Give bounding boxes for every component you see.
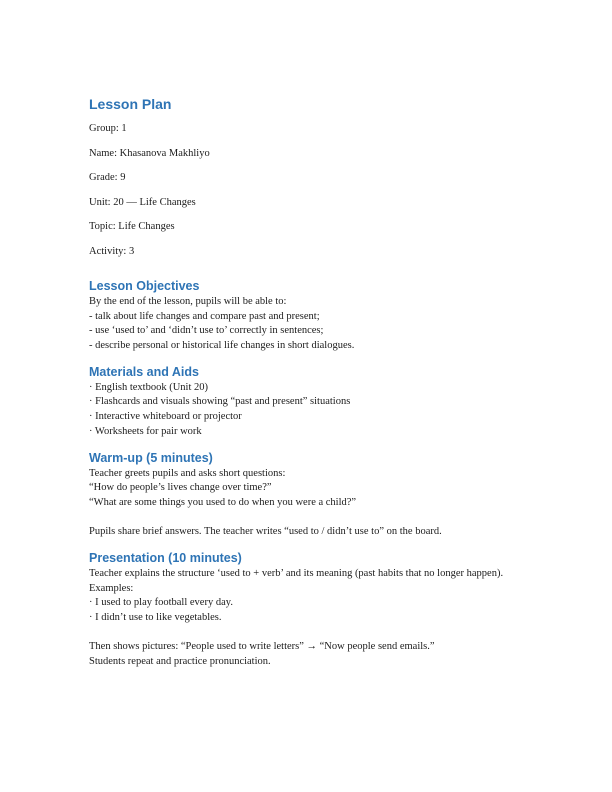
meta-line: Name: Khasanova Makhliyo xyxy=(89,147,210,159)
text-line: Pupils share brief answers. The teacher writes “used to / didn’t use to” on the board. xyxy=(89,526,442,538)
section-presentation-10-minutes xyxy=(89,550,523,669)
text-line: · Worksheets for pair work xyxy=(89,425,202,437)
document-title: Lesson Plan xyxy=(89,96,172,112)
paragraph-group xyxy=(89,567,523,625)
paragraph-group xyxy=(89,640,523,669)
text-line: · English textbook (Unit 20) xyxy=(89,381,208,393)
paragraph-group xyxy=(89,467,523,511)
text-line: · Interactive whiteboard or projector xyxy=(89,411,242,423)
meta-line: Activity: 3 xyxy=(89,245,135,257)
paragraph-group xyxy=(89,525,523,540)
text-line: · I didn’t use to like vegetables. xyxy=(89,612,222,623)
text-line: Then shows pictures: “People used to write letters” → “Now people send emails.” xyxy=(89,641,435,653)
text-line: By the end of the lesson, pupils will be able to: xyxy=(89,296,287,307)
text-line: Examples: xyxy=(89,582,134,594)
sections-container xyxy=(89,278,523,669)
paragraph-group xyxy=(89,381,523,439)
meta-line: Topic: Life Changes xyxy=(89,221,175,232)
text-line: Teacher greets pupils and asks short questions: xyxy=(89,467,286,479)
meta-block xyxy=(89,122,523,259)
section-heading: Presentation (10 minutes) xyxy=(89,551,242,566)
text-line: · I used to play football every day. xyxy=(89,597,233,609)
section-materials-and-aids xyxy=(89,364,523,439)
text-line: Students repeat and practice pronunciation. xyxy=(89,655,271,667)
text-line: Teacher explains the structure ‘used to + verb’ and its meaning (past habits that no longer happen). xyxy=(89,568,504,580)
text-line: “How do people’s lives change over time?” xyxy=(89,482,272,494)
meta-line: Group: 1 xyxy=(89,123,127,134)
section-warm-up-5-minutes xyxy=(89,450,523,540)
meta-line: Grade: 9 xyxy=(89,172,126,183)
section-heading: Warm-up (5 minutes) xyxy=(89,450,213,465)
section-lesson-objectives xyxy=(89,278,523,353)
section-heading: Lesson Objectives xyxy=(89,279,200,293)
text-line: - use ‘used to’ and ‘didn’t use to’ correctly in sentences; xyxy=(89,325,324,337)
text-line: - talk about life changes and compare past and present; xyxy=(89,310,320,322)
text-line: - describe personal or historical life changes in short dialogues. xyxy=(89,339,355,351)
paragraph-group xyxy=(89,295,523,353)
text-line: · Flashcards and visuals showing “past and present” situations xyxy=(89,396,351,408)
meta-line: Unit: 20 — Life Changes xyxy=(89,196,196,208)
section-heading: Materials and Aids xyxy=(89,364,199,379)
text-line: “What are some things you used to do when you were a child?” xyxy=(89,496,357,508)
